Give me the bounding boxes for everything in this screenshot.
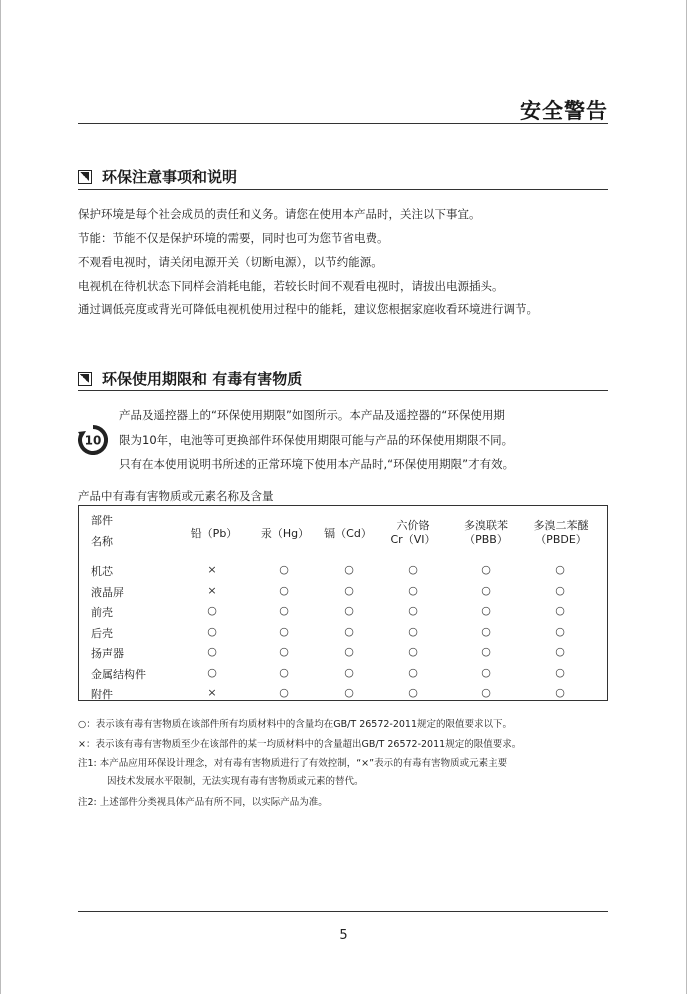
table-cell-mark: ○: [344, 665, 354, 679]
table-cell-mark: ○: [344, 686, 354, 699]
column-header-cr6: 六价铬 Cr（VI）: [390, 519, 436, 546]
section-divider: [78, 390, 608, 391]
table-cell-mark: ○: [207, 604, 217, 617]
table-cell-mark: ○: [408, 665, 418, 679]
section-title: 环保使用期限和 有毒有害物质: [102, 370, 303, 388]
column-header-cd: 镉（Cd）: [324, 527, 372, 540]
section-divider: [78, 189, 608, 190]
table-cell-mark: ○: [207, 624, 217, 638]
table-cell-mark: ×: [207, 583, 217, 597]
paragraph-line: 不观看电视时，请关闭电源开关（切断电源），以节约能源。: [78, 255, 383, 269]
table-cell-mark: ×: [207, 686, 217, 699]
page-border-left: [0, 0, 1, 994]
table-cell-mark: ○: [408, 624, 418, 638]
table-row-label: 扬声器: [91, 647, 124, 660]
table-cell-mark: ○: [344, 563, 354, 576]
table-cell-mark: ○: [207, 665, 217, 679]
table-cell-mark: ○: [555, 624, 565, 638]
table-row-label: 后壳: [91, 626, 113, 640]
eco-period-number: 10: [84, 433, 102, 448]
table-cell-mark: ○: [344, 624, 354, 638]
table-cell-mark: ○: [481, 686, 491, 699]
hazardous-substances-table: [78, 505, 608, 701]
table-cell-mark: ○: [279, 604, 289, 617]
table-cell-mark: ○: [207, 645, 217, 658]
title-divider: [78, 123, 608, 124]
paragraph-wrapped: 通过调低亮度或背光可降低电视机使用过程中的能耗，建议您根据家庭收看环境进行调节。: [78, 302, 538, 316]
table-cell-mark: ○: [408, 686, 418, 699]
table-cell-mark: ○: [555, 604, 565, 617]
table-cell-mark: ○: [481, 665, 491, 679]
table-cell-mark: ○: [481, 624, 491, 638]
table-cell-mark: ○: [344, 583, 354, 597]
paragraph-line: 限为10年，电池等可更换部件环保使用期限可能与产品的环保使用期限不同。: [119, 433, 514, 447]
table-cell-mark: ○: [408, 645, 418, 658]
note-line: 注1: 本产品应用环保设计理念，对有毒有害物质进行了有效控制，“×”表示的有毒有害物质或元素主要: [78, 758, 508, 769]
table-cell-mark: ○: [555, 665, 565, 679]
table-caption: 产品中有毒有害物质或元素名称及含量: [78, 489, 274, 503]
table-cell-mark: ○: [279, 645, 289, 658]
table-cell-mark: ○: [481, 604, 491, 617]
note-line: ○：表示该有毒有害物质在该部件所有均质材料中的含量均在GB/T 26572-2011规定的限值要求以下。: [78, 719, 513, 730]
table-row-label: 金属结构件: [91, 667, 146, 681]
section-square-icon: [78, 372, 92, 386]
column-header-hg: 汞（Hg）: [260, 527, 310, 540]
table-cell-mark: ○: [408, 563, 418, 576]
table-cell-mark: ○: [555, 563, 565, 576]
table-cell-mark: ×: [207, 563, 217, 576]
page-number: 5: [339, 928, 348, 943]
table-cell-mark: ○: [279, 686, 289, 699]
table-cell-mark: ○: [408, 583, 418, 597]
table-row-label: 前壳: [91, 606, 113, 619]
table-cell-mark: ○: [408, 604, 418, 617]
footer-divider: [78, 911, 608, 912]
column-header-pbb: 多溴联苯 （PBB）: [464, 519, 508, 546]
note-line: ×：表示该有毒有害物质至少在该部件的某一均质材料中的含量超出GB/T 26572-2011规定的限值要求。: [78, 739, 522, 750]
note-line: 因技术发展水平限制，无法实现有毒有害物质或元素的替代。: [107, 776, 364, 787]
table-cell-mark: ○: [481, 583, 491, 597]
paragraph-line: 节能：节能不仅是保护环境的需要，同时也可为您节省电费。: [78, 231, 389, 245]
table-cell-mark: ○: [279, 583, 289, 597]
table-row-label: 机芯: [91, 565, 113, 578]
column-header-pbde: 多溴二苯醚 （PBDE）: [533, 519, 589, 546]
eco-period-10-icon: [78, 425, 108, 455]
section-title: 环保注意事项和说明: [102, 168, 238, 186]
table-cell-mark: ○: [279, 624, 289, 638]
table-cell-mark: ○: [344, 645, 354, 658]
page-title: 安全警告: [520, 99, 608, 123]
table-cell-mark: ○: [555, 583, 565, 597]
table-cell-mark: ○: [481, 645, 491, 658]
paragraph-line: 产品及遥控器上的“环保使用期限”如图所示。本产品及遥控器的“环保使用期: [119, 408, 505, 422]
table-cell-mark: ○: [279, 665, 289, 679]
table-row-label: 附件: [91, 688, 113, 701]
section-heading-eco-notes: [78, 166, 237, 187]
column-header-pb: 铅（Pb）: [190, 527, 238, 540]
note-line: 注2: 上述部件分类视具体产品有所不同，以实际产品为准。: [78, 797, 328, 808]
table-cell-mark: ○: [555, 645, 565, 658]
section-square-icon: [78, 170, 92, 184]
table-cell-mark: ○: [555, 686, 565, 699]
table-corner-bottom: 名称: [91, 535, 113, 548]
table-row-label: 液晶屏: [91, 585, 124, 599]
paragraph-line: 电视机在待机状态下同样会消耗电能，若较长时间不观看电视时，请拔出电源插头。: [78, 279, 504, 293]
table-cell-mark: ○: [481, 563, 491, 576]
table-cell-mark: ○: [344, 604, 354, 617]
section-heading-eco-period: [78, 368, 302, 389]
table-corner-top: 部件: [91, 514, 113, 527]
table-cell-mark: ○: [279, 563, 289, 576]
paragraph-line: 只有在本使用说明书所述的正常环境下使用本产品时,“环保使用期限”才有效。: [119, 457, 515, 471]
paragraph-line: 保护环境是每个社会成员的责任和义务。请您在使用本产品时，关注以下事宜。: [78, 207, 481, 221]
